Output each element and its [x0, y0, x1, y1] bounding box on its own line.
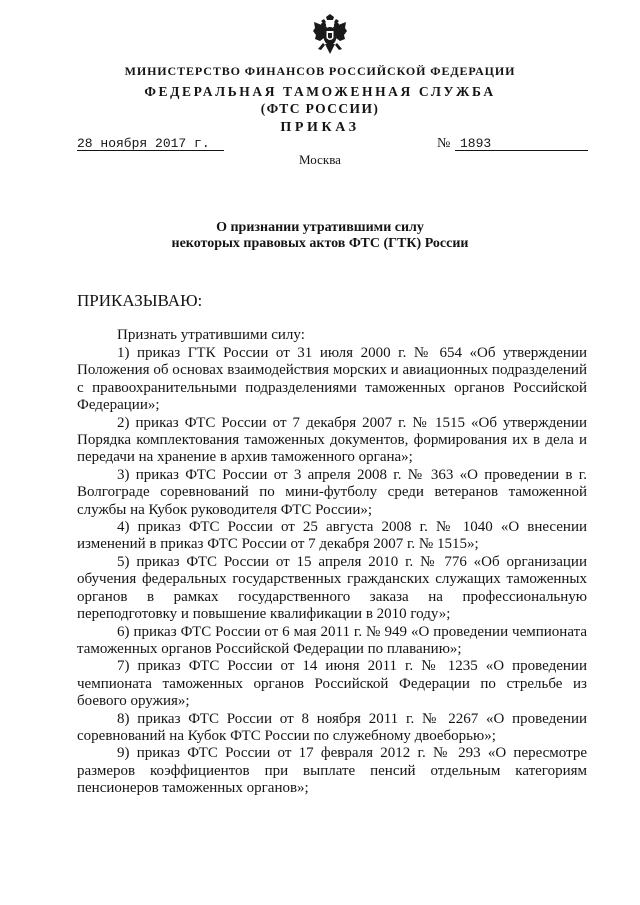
order-number-label: №	[437, 136, 451, 151]
list-item: 6) приказ ФТС России от 6 мая 2011 г. № 949 «О проведении чемпионата таможенных органов Российской Федерации по плаванию»;	[77, 623, 587, 657]
order-date: 28 ноября 2017 г.	[77, 136, 210, 151]
list-item: 4) приказ ФТС России от 25 августа 2008 г. № 1040 «О внесении изменений в приказ ФТС России от 7 декабря 2007 г. № 1515»;	[77, 519, 587, 553]
list-item: 8) приказ ФТС России от 8 ноября 2011 г. № 2267 «О проведении соревнований на Кубок ФТС России по служебному двоеборью»;	[77, 710, 587, 744]
list-item: 1) приказ ГТК России от 31 июля 2000 г. № 654 «Об утверждении Положения об основах взаимодействия морских и авиационных подразделений с правоохранительными подразделениями таможенных органов Российской Федерации»;	[77, 345, 587, 414]
document-type: ПРИКАЗ	[280, 120, 360, 135]
list-item: 5) приказ ФТС России от 15 апреля 2010 г. № 776 «Об организации обучения федеральных государственных гражданских служащих таможенных органов в рамках государственного заказа на профессиональную переподготовку и повышение квалификации в 2010 году»;	[77, 553, 587, 623]
number-underline	[455, 150, 588, 151]
city: Москва	[299, 152, 341, 167]
document-body	[77, 345, 587, 798]
intro-sentence: Признать утратившими силу:	[117, 327, 305, 343]
document-title-line-1: О признании утратившими силу	[216, 220, 424, 235]
list-item: 9) приказ ФТС России от 17 февраля 2012 г. № 293 «О пересмотре размеров коэффициентов при выплате пенсий отдельным категориям пенсионеров таможенных органов»;	[77, 745, 587, 797]
double-headed-eagle-emblem-icon	[312, 14, 348, 58]
order-word: ПРИКАЗЫВАЮ:	[77, 291, 203, 310]
service-name: ФЕДЕРАЛЬНАЯ ТАМОЖЕННАЯ СЛУЖБА	[144, 84, 496, 99]
list-item: 7) приказ ФТС России от 14 июня 2011 г. № 1235 «О проведении чемпионата таможенных органов Российской Федерации по стрельбе из боевого оружия»;	[77, 658, 587, 710]
service-short-name: (ФТС РОССИИ)	[260, 101, 380, 116]
list-item: 3) приказ ФТС России от 3 апреля 2008 г. № 363 «О проведении в г. Волгограде соревнований по мини-футболу среди ветеранов таможенной службы на Кубок руководителя ФТС России»;	[77, 466, 587, 518]
ministry-name: МИНИСТЕРСТВО ФИНАНСОВ РОССИЙСКОЙ ФЕДЕРАЦИИ	[124, 64, 516, 78]
list-item: 2) приказ ФТС России от 7 декабря 2007 г. № 1515 «Об утверждении Порядка комплектования таможенных документов, формирования их в дела и передачи на хранение в архив таможенного органа»;	[77, 414, 587, 466]
document-title-line-2: некоторых правовых актов ФТС (ГТК) России	[171, 236, 469, 251]
date-underline	[77, 150, 224, 151]
order-number: 1893	[460, 136, 492, 151]
